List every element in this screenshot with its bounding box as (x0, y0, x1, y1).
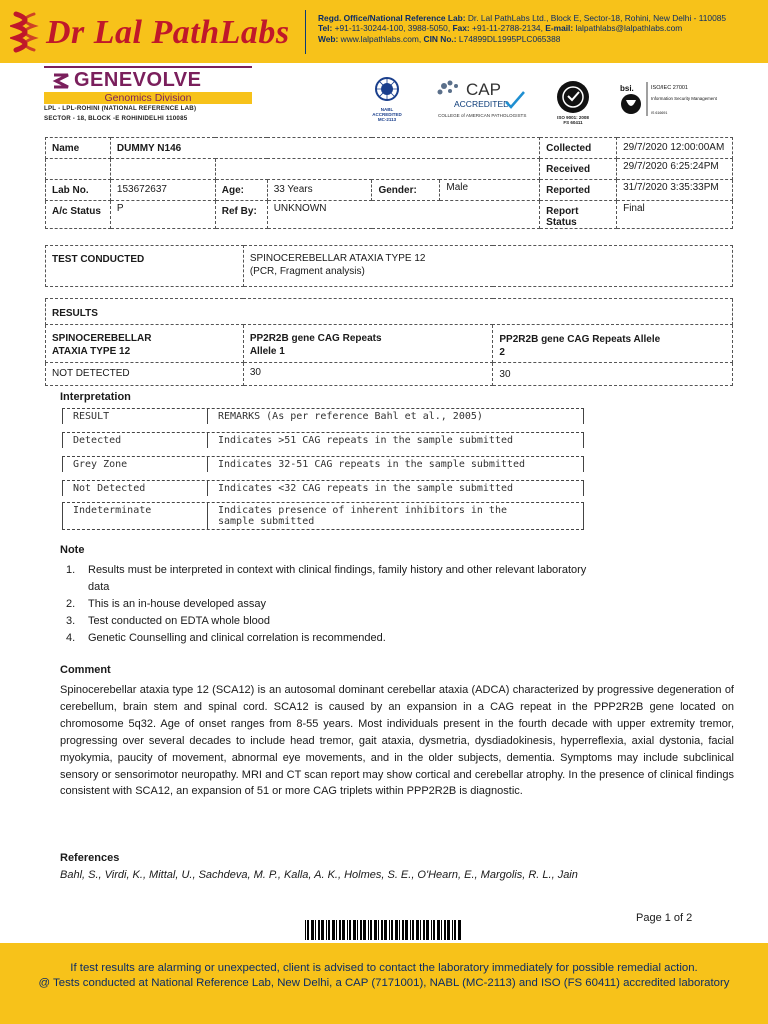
note-item: 4. Genetic Counselling and clinical correlation is recommended. (66, 632, 386, 644)
footer-disclaimer: If test results are alarming or unexpected, client is advised to contact the laboratory immediately for possible remedial action. @ Tests conducted at National Reference Lab, New Delhi, a CAP (7171001), NABL (MC-2113) and ISO (FS 60411) accredited laboratory (38, 962, 730, 989)
note-item: data (88, 581, 110, 593)
cap-badge (436, 78, 532, 120)
received-label: Received (540, 159, 617, 180)
collected-value: 29/7/2020 12:00:00AM (617, 138, 733, 159)
collected-label: Collected (540, 138, 617, 159)
empty-cell (110, 159, 215, 180)
bsi-badge (618, 80, 718, 118)
age-value: 33 Years (267, 180, 372, 201)
lab-address: SECTOR - 18, BLOCK -E ROHINIDELHI 110085 (44, 115, 188, 122)
refby-value: UNKNOWN (267, 201, 539, 229)
patient-details-table (45, 137, 733, 229)
svg-text:Information Security Managemen: Information Security Management (651, 96, 717, 101)
footer-banner (0, 943, 768, 1024)
note-item: 2. This is an in-house developed assay (66, 598, 266, 610)
svg-text:CAP: CAP (466, 80, 501, 99)
result-col-allele2: PP2R2B gene CAG Repeats Allele 2 (493, 325, 733, 363)
nabl-seal-icon (374, 76, 400, 106)
svg-text:ACCREDITED: ACCREDITED (454, 99, 510, 109)
iso-badge: ISO 9001: 2008 FS 60411 (553, 80, 593, 126)
nabl-badge: NABL ACCREDITED MC-2113 (368, 76, 406, 128)
page-number: Page 1 of 2 (636, 912, 693, 924)
references-text: Bahl, S., Virdi, K., Mittal, U., Sachdeva, M. P., Kalla, A. K., Holmes, S. E., O'Hearn, E., Margolis, R. L., Jain (60, 869, 578, 881)
results-heading: RESULTS (46, 299, 733, 325)
name-label: Name (46, 138, 111, 159)
interpretation-title: Interpretation (60, 391, 131, 403)
age-label: Age: (215, 180, 267, 201)
interpretation-row: Detected Indicates >51 CAG repeats in the sample submitted (62, 432, 584, 448)
website-link[interactable]: www.lalpathlabs.com, (338, 33, 422, 44)
note-item: 3. Test conducted on EDTA whole blood (66, 615, 271, 627)
refby-label: Ref By: (215, 201, 267, 229)
note-title: Note (60, 544, 85, 556)
note-list (66, 562, 736, 647)
dna-logo-icon (10, 10, 40, 54)
empty-cell (46, 159, 111, 180)
svg-text:ISO/IEC 27001: ISO/IEC 27001 (651, 85, 688, 91)
empty-cell (215, 159, 539, 180)
registered-address: Regd. Office/National Reference Lab: Dr. Lal PathLabs Ltd., Block E, Sector-18, Rohini, New Delhi - 110085 Tel: +91-11-30244-100, 3988-5050, Fax: +91-11-2788-2134, E-mail: lalpathlabs@lalpathlabs.com Web: www.lalpathlabs.com, CIN No.: L74899DL1995PLC065388 (318, 13, 727, 44)
iso-seal-icon (554, 80, 592, 114)
results-table (45, 245, 733, 386)
test-conducted-label: TEST CONDUCTED (46, 246, 244, 287)
cap-seal-icon (438, 81, 459, 95)
genevolve-logo: GENEVOLVE Genomics Division (44, 66, 252, 104)
spacer-row (46, 287, 733, 299)
result-value-allele2: 30 (493, 363, 733, 386)
barcode-icon (305, 920, 463, 940)
gender-label: Gender: (372, 180, 440, 201)
interpretation-end-line (62, 529, 584, 530)
svg-text:COLLEGE of AMERICAN PATHOLOGIS: COLLEGE of AMERICAN PATHOLOGISTS (438, 113, 527, 118)
result-col-test: SPINOCEREBELLAR ATAXIA TYPE 12 (46, 325, 244, 363)
result-value-allele1: 30 (243, 363, 493, 386)
patient-name: DUMMY N146 (110, 138, 539, 159)
header-divider (305, 10, 306, 54)
references-title: References (60, 852, 120, 864)
reported-label: Reported (540, 180, 617, 201)
report-status-label: Report Status (540, 201, 617, 229)
brand-name: Dr Lal PathLabs (46, 14, 290, 51)
result-value-test: NOT DETECTED (46, 363, 244, 386)
interpretation-row: Not Detected Indicates <32 CAG repeats in the sample submitted (62, 480, 584, 496)
interpretation-row: Indeterminate Indicates presence of inherent inhibitors in the sample submitted (62, 502, 584, 529)
received-value: 29/7/2020 6:25:24PM (617, 159, 733, 180)
labno-value: 153672637 (110, 180, 215, 201)
email-link[interactable]: lalpathlabs@lalpathlabs.com (573, 23, 683, 34)
gender-value: Male (440, 180, 540, 201)
report-status-value: Final (617, 201, 733, 229)
letterhead-banner (0, 0, 768, 63)
interpretation-table (62, 408, 584, 530)
comment-title: Comment (60, 664, 111, 676)
svg-text:IS 616691: IS 616691 (651, 111, 668, 115)
comment-text: Spinocerebellar ataxia type 12 (SCA12) is an autosomal dominant cerebellar ataxia (ADCA) characterized by progressive degeneration of cerebellum, brain stem and spinal cord. SCA12 is caused by an expansion in a CAG repeat in the PPP2R2B gene located on chromosome 5q32. Age of onset ranges from 8-55 years. Most individuals present in the fourth decade with upper extremity tremor, progressing over several decades to include head tremor, gait ataxia, dysmetria, dysdiadokinesis, hyperreflexia, axial dystonia, facial myokymia, paucity of movement, abnormal eye movements, and in the older subjects, dementia. Symptoms may include subclinical sensory or sensorimotor neuropathy. MRI and CT scan report may show cortical and cerebellar atrophy. In the presence of clinical findings consistent with SCA12, an expansion of 51 or more CAG triplets within PPP2R2B is diagnostic. (60, 684, 734, 798)
test-conducted-value: SPINOCEREBELLAR ATAXIA TYPE 12 (PCR, Fragment analysis) (243, 246, 732, 287)
interpretation-row: Grey Zone Indicates 32-51 CAG repeats in the sample submitted (62, 456, 584, 472)
lab-name: LPL - LPL-ROHINI (NATIONAL REFERENCE LAB) (44, 105, 197, 112)
labno-label: Lab No. (46, 180, 111, 201)
interpretation-header-row: RESULT REMARKS (As per reference Bahl et al., 2005) (62, 408, 584, 424)
note-item: 1. Results must be interpreted in context with clinical findings, family history and other relevant laboratory (66, 564, 587, 576)
result-col-allele1: PP2R2B gene CAG Repeats Allele 1 (243, 325, 493, 363)
ac-status-label: A/c Status (46, 201, 111, 229)
svg-text:bsi.: bsi. (620, 84, 634, 93)
division-label: Genomics Division (44, 92, 252, 104)
ac-status-value: P (110, 201, 215, 229)
genevolve-mark-icon (52, 72, 70, 90)
reported-value: 31/7/2020 3:35:33PM (617, 180, 733, 201)
